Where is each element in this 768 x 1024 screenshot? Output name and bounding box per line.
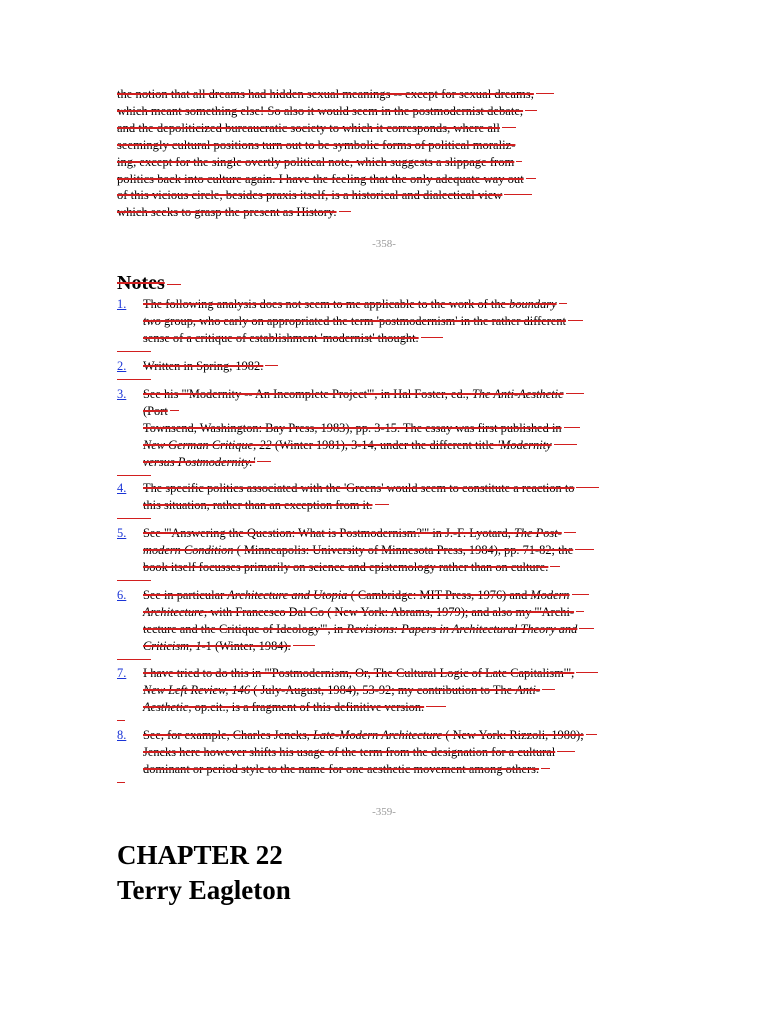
note-line xyxy=(143,296,657,313)
strike-tail xyxy=(579,628,594,629)
strike-tail xyxy=(167,284,181,285)
chapter-author: Terry Eagleton xyxy=(117,875,291,905)
note-body xyxy=(143,665,657,716)
note-text: See his "'Modernity -- An Incomplete Project'", in Hal Foster, ed., xyxy=(143,387,472,401)
note-text: dominant or period style to the name for one aesthetic movement among others. xyxy=(143,761,540,776)
strike-tail xyxy=(559,303,567,304)
note-body xyxy=(143,525,657,576)
strike-tail xyxy=(426,706,446,707)
note-line-text xyxy=(143,543,573,557)
note-line-text xyxy=(143,622,577,636)
note-separator xyxy=(117,518,151,519)
note-line-text xyxy=(143,314,566,328)
paragraph-line-text: and the depoliticized bureaucratic society to which it corresponds, where all xyxy=(117,120,500,135)
note-text: ( Cambridge: MIT Press, 1976) and xyxy=(347,588,531,602)
note-number-link[interactable]: 7. xyxy=(117,666,127,680)
note-line xyxy=(143,420,657,437)
note-body xyxy=(143,587,657,655)
note-line xyxy=(143,437,657,454)
note-separator xyxy=(117,782,125,783)
note-text: See "'Answering the Question: What is Postmodernism?'" in J.-F. Lyotard, xyxy=(143,526,514,540)
strike-tail xyxy=(516,161,522,162)
note-line xyxy=(143,313,657,330)
note-number-link[interactable]: 6. xyxy=(117,588,127,602)
note-body xyxy=(143,358,657,375)
note-line-text xyxy=(143,605,574,619)
note-separator xyxy=(117,379,151,380)
paragraph-line-text: the notion that all dreams had hidden sexual meanings -- except for sexual dreams, xyxy=(117,87,534,101)
paragraph-line-text: which meant something else! So also it would seem in the postmodernist debate, xyxy=(117,103,524,118)
note-text: I have tried to do this in "'Postmodernism, Or, The Cultural Logic of Late Capitalism'", xyxy=(143,666,575,680)
note-line xyxy=(143,542,657,559)
note-line-text xyxy=(143,331,419,345)
strike-tail xyxy=(550,566,560,567)
note-text: group, who early on appropriated the term 'postmodernism' in the rather different xyxy=(160,313,566,328)
note-separator xyxy=(117,580,151,581)
note-text: (Port xyxy=(143,403,168,418)
paragraph-line xyxy=(117,204,597,221)
note-text: The following analysis does not seem to me applicable to the work of the xyxy=(143,297,510,311)
strike-tail xyxy=(421,337,443,338)
strike-tail xyxy=(375,504,389,505)
strike-tail xyxy=(526,178,536,179)
note-italic-title: New Left Review, 146 xyxy=(143,682,251,697)
note-text: with Francesco Dal Co ( New York: Abrams, 1979); and also my "'Archi- xyxy=(207,604,575,619)
strike-tail xyxy=(293,645,315,646)
note-line-text xyxy=(143,560,548,574)
paragraph-line xyxy=(117,171,597,188)
paragraph-line xyxy=(117,137,597,154)
note-line xyxy=(143,621,657,638)
note-number-link[interactable]: 4. xyxy=(117,481,127,495)
note-italic-title: boundary xyxy=(509,297,557,311)
paragraph-line-text: of this vicious circle, besides praxis itself, is a historical and dialectical view xyxy=(117,188,503,203)
note-italic-title: Revisions: Papers in Architectural Theory and xyxy=(346,621,578,636)
note-text: tecture and the Critique of Ideology'", in xyxy=(143,621,347,636)
note-italic-title: Criticism, 1 xyxy=(143,638,202,653)
note-italic-title: two xyxy=(143,313,161,328)
note-line-text xyxy=(143,455,255,469)
note-text: , op.cit., is a fragment of this definitive version. xyxy=(188,699,425,714)
strike-tail xyxy=(536,93,554,94)
note-separator xyxy=(117,720,125,721)
note-line xyxy=(143,744,657,761)
strike-tail xyxy=(541,768,550,769)
strike-tail xyxy=(170,410,179,411)
paragraph-line xyxy=(117,86,597,103)
note-line-text xyxy=(143,404,168,418)
strike-tail xyxy=(525,110,537,111)
note-number-link[interactable]: 1. xyxy=(117,297,127,311)
note-text: See in particular xyxy=(143,588,228,602)
strike-tail xyxy=(257,461,271,462)
strike-tail xyxy=(568,320,583,321)
note-line-text xyxy=(143,481,574,495)
chapter-label: CHAPTER 22 xyxy=(117,840,283,870)
strike-tail xyxy=(502,127,516,128)
note-line xyxy=(143,682,657,699)
strike-tail xyxy=(504,194,532,195)
chapter-heading xyxy=(117,838,291,908)
note-text: See, for example, Charles Jencks, xyxy=(143,728,313,742)
note-line-text xyxy=(143,666,574,680)
note-italic-title: New German Critique, 22 xyxy=(143,437,272,452)
note-line-text xyxy=(143,588,570,602)
note-line xyxy=(143,559,657,576)
note-line-text xyxy=(143,639,291,653)
note-text: -1 (Winter, 1984). xyxy=(201,638,291,653)
note-line xyxy=(143,587,657,604)
note-line-text xyxy=(143,728,584,742)
note-line xyxy=(143,699,657,716)
note-line-text xyxy=(143,526,562,540)
strike-tail xyxy=(557,751,575,752)
note-text: this situation, rather than an exception from it. xyxy=(143,497,373,512)
note-line xyxy=(143,638,657,655)
paragraph-line xyxy=(117,187,597,204)
note-number-link[interactable]: 8. xyxy=(117,728,127,742)
paragraph-line-text: politics back into culture again. I have the feeling that the only adequate way out xyxy=(117,171,524,186)
paragraph-line-text: ing, except for the single overtly political note, which suggests a slippage from xyxy=(117,154,515,169)
note-text: Written in Spring, 1982. xyxy=(143,359,264,373)
note-line xyxy=(143,761,657,778)
note-line-text xyxy=(143,359,263,373)
note-italic-title: Aesthetic xyxy=(143,699,189,714)
note-text: Townsend, Washington: Bay Press, 1983), pp. 3-15. The essay was first published in xyxy=(143,420,562,435)
note-italic-title: Late-Modern Architecture xyxy=(312,728,443,742)
note-line-text xyxy=(143,438,552,452)
strike-tail xyxy=(576,487,599,488)
note-separator xyxy=(117,351,151,352)
notes-heading-text: Notes xyxy=(117,272,165,294)
strike-tail xyxy=(566,393,584,394)
note-text: sense of a critique of establishment 'modernist' thought. xyxy=(143,330,419,345)
note-italic-title: The Post- xyxy=(513,526,562,540)
paragraph-line-text: seemingly cultural positions turn out to be symbolic forms of political moraliz- xyxy=(117,137,516,152)
note-line xyxy=(143,604,657,621)
strike-tail xyxy=(586,734,597,735)
note-line xyxy=(143,386,657,403)
strike-tail xyxy=(576,672,598,673)
note-text: Jencks here however shifts his usage of the term from the designation for a cultural xyxy=(143,744,556,759)
note-number-link[interactable]: 5. xyxy=(117,526,127,540)
note-number-link[interactable]: 3. xyxy=(117,387,127,401)
note-line xyxy=(143,454,657,471)
note-italic-title: modern Condition xyxy=(143,542,234,557)
note-italic-title: 'Modernity xyxy=(497,437,552,452)
page-number-359: -359- xyxy=(372,806,396,818)
note-body xyxy=(143,386,657,471)
note-line xyxy=(143,525,657,542)
note-line xyxy=(143,497,657,514)
note-body xyxy=(143,727,657,778)
note-line-text xyxy=(143,745,555,759)
note-text: ( July-August, 1984), 53-92; my contribution to The xyxy=(250,682,516,697)
note-line-text xyxy=(143,683,540,697)
note-number-link[interactable]: 2. xyxy=(117,359,127,373)
page-number-358: -358- xyxy=(372,238,396,250)
paragraph-line xyxy=(117,120,597,137)
note-line-text xyxy=(143,498,373,512)
note-text: The specific politics associated with the 'Greens' would seem to constitute a reaction to xyxy=(143,481,575,495)
paragraph-line-text: which seeks to grasp the present as History. xyxy=(117,205,337,220)
note-text: book itself focusses primarily on science and epistemology rather than on culture. xyxy=(143,559,549,574)
note-line xyxy=(143,480,657,497)
note-line xyxy=(143,403,657,420)
note-line-text xyxy=(143,387,564,401)
body-paragraph xyxy=(117,86,597,221)
note-italic-title: Anti- xyxy=(515,682,541,697)
paragraph-line xyxy=(117,154,597,171)
note-line xyxy=(143,727,657,744)
note-separator xyxy=(117,475,151,476)
note-line xyxy=(143,330,657,347)
note-line-text xyxy=(143,762,539,776)
notes-heading xyxy=(117,272,181,295)
note-italic-title: Architecture, xyxy=(143,604,208,619)
strike-tail xyxy=(542,689,555,690)
note-italic-title: Architecture and Utopia xyxy=(227,588,348,602)
strike-tail xyxy=(564,427,580,428)
strike-tail xyxy=(572,594,589,595)
note-line-text xyxy=(143,421,562,435)
note-text: ( New York: Rizzoli, 1980); xyxy=(442,728,584,742)
strike-tail xyxy=(554,444,577,445)
note-separator xyxy=(117,659,151,660)
note-line-text xyxy=(143,700,424,714)
note-line xyxy=(143,358,657,375)
note-italic-title: Modern xyxy=(530,588,570,602)
note-line-text xyxy=(143,297,557,311)
strike-tail xyxy=(575,549,594,550)
note-line xyxy=(143,665,657,682)
strike-tail xyxy=(265,365,278,366)
note-italic-title: versus Postmodernity.' xyxy=(143,454,256,469)
strike-tail xyxy=(576,611,584,612)
note-text: (Winter 1981), 3-14, under the different title xyxy=(271,437,498,452)
strike-tail xyxy=(339,211,351,212)
paragraph-line xyxy=(117,103,597,120)
note-body xyxy=(143,296,657,347)
note-text: ( Minneapolis: University of Minnesota Press, 1984), pp. 71-82; the xyxy=(233,542,574,557)
note-italic-title: The Anti-Aesthetic xyxy=(471,387,564,401)
note-body xyxy=(143,480,657,514)
strike-tail xyxy=(564,532,576,533)
